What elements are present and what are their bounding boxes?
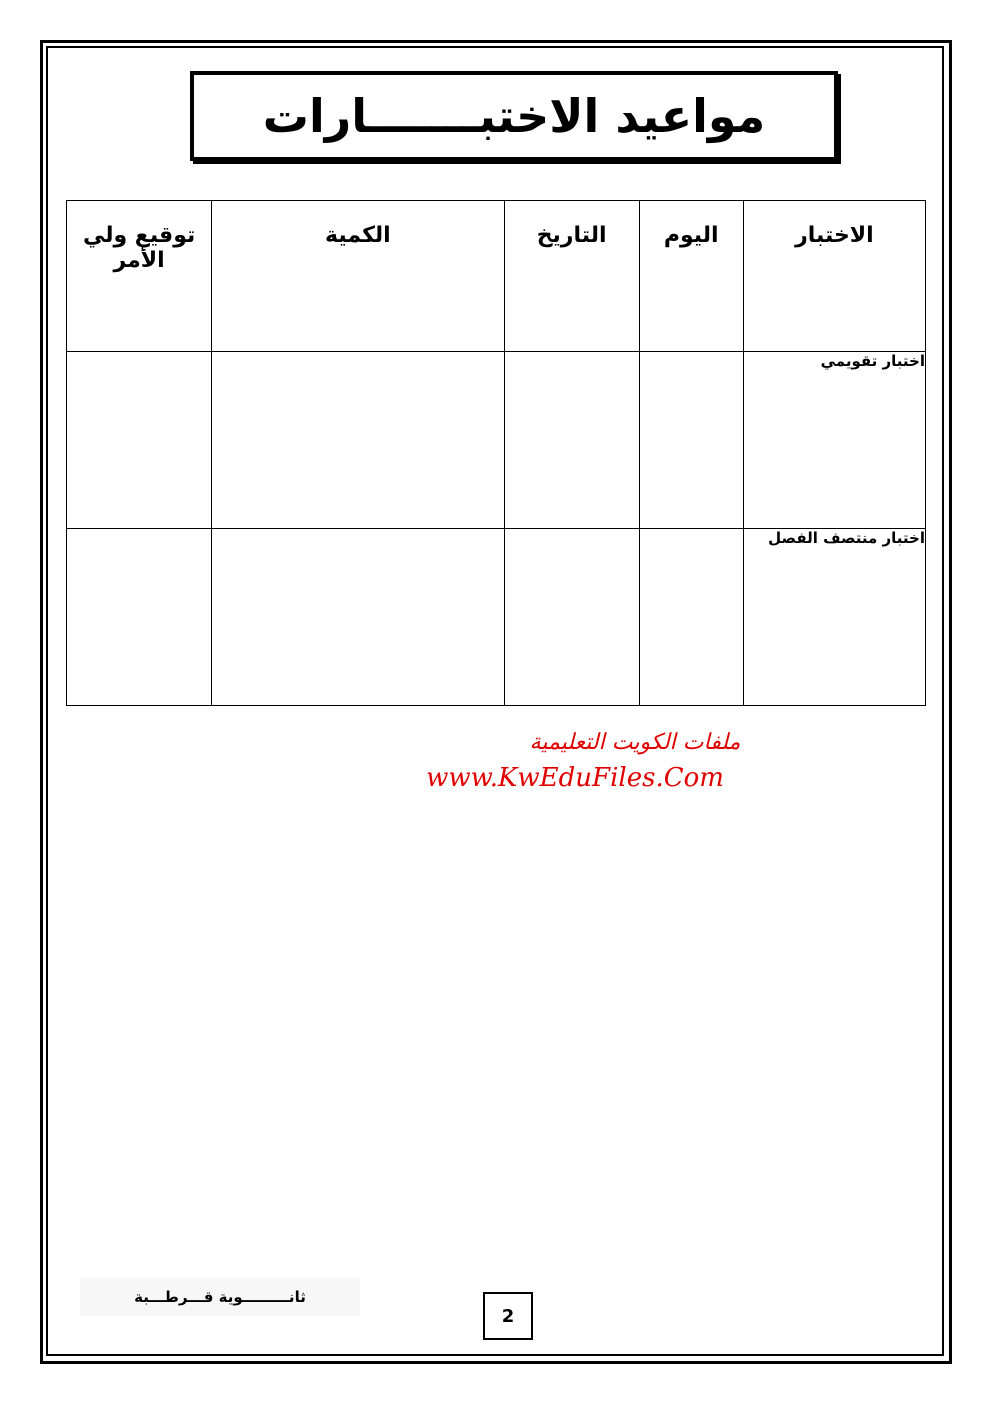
page-title: مواعيد الاختبـــــــارات [262,89,766,143]
header-signature: توقيع ولي الأمر [67,201,212,352]
title-box [190,71,838,161]
table-row [67,352,926,529]
table-row [67,529,926,706]
row-signature-cell [67,529,212,706]
footer-school-name: ثانـــــــــوية قـــرطـــبة [80,1278,360,1316]
watermark [426,730,860,793]
row-test-label: اختبار منتصف الفصل [743,529,925,706]
row-date-cell [504,352,639,529]
watermark-url[interactable]: www.KwEduFiles.Com [426,763,724,793]
watermark-arabic: ملفات الكويت التعليمية [529,730,741,755]
row-test-label: اختبار تقويمي [743,352,925,529]
table-header-row [67,201,926,352]
row-date-cell [504,529,639,706]
header-test: الاختبار [743,201,925,352]
header-amount: الكمية [212,201,504,352]
row-signature-cell [67,352,212,529]
header-date: التاريخ [504,201,639,352]
row-amount-cell [212,352,504,529]
row-day-cell [639,529,743,706]
header-day: اليوم [639,201,743,352]
exam-schedule-table [66,200,926,706]
page-number: 2 [483,1292,533,1340]
row-amount-cell [212,529,504,706]
row-day-cell [639,352,743,529]
